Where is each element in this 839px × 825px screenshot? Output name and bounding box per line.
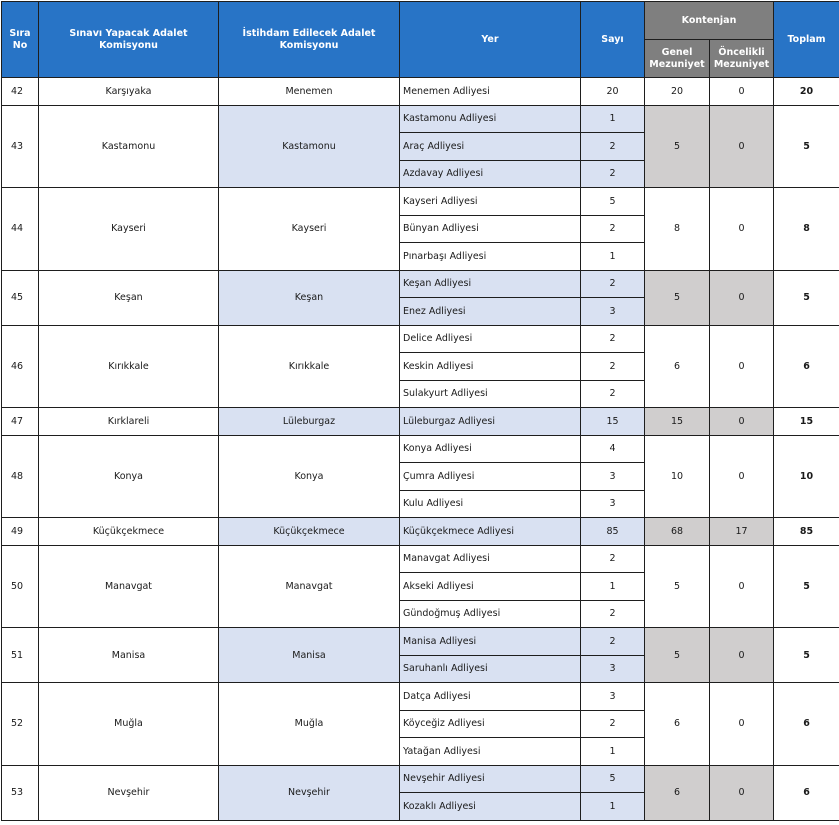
toplam-cell: 10 — [774, 435, 839, 518]
sayi-cell: 3 — [581, 655, 645, 683]
oncelikli-mezuniyet-cell: 0 — [710, 765, 774, 820]
table-row — [2, 545, 839, 573]
table-row — [2, 435, 839, 463]
genel-mezuniyet-cell: 5 — [645, 545, 710, 628]
header-genel-mezuniyet: Genel Mezuniyet — [645, 40, 710, 78]
sayi-cell: 85 — [581, 518, 645, 546]
oncelikli-mezuniyet-cell: 0 — [710, 188, 774, 271]
table-row — [2, 325, 839, 353]
table-row — [2, 188, 839, 216]
sira-no-cell: 42 — [2, 78, 39, 106]
sayi-cell: 5 — [581, 765, 645, 793]
sinavi-yapacak-cell: Kastamonu — [39, 105, 219, 188]
sira-no-cell: 47 — [2, 408, 39, 436]
oncelikli-mezuniyet-cell: 0 — [710, 270, 774, 325]
sayi-cell: 1 — [581, 738, 645, 766]
yer-cell: Manisa Adliyesi — [400, 628, 581, 656]
yer-cell: Nevşehir Adliyesi — [400, 765, 581, 793]
sira-no-cell: 46 — [2, 325, 39, 408]
sinavi-yapacak-cell: Konya — [39, 435, 219, 518]
sayi-cell: 3 — [581, 463, 645, 491]
yer-cell: Sulakyurt Adliyesi — [400, 380, 581, 408]
sayi-cell: 2 — [581, 380, 645, 408]
table-row — [2, 765, 839, 793]
genel-mezuniyet-cell: 5 — [645, 270, 710, 325]
sinavi-yapacak-cell: Nevşehir — [39, 765, 219, 820]
sinavi-yapacak-cell: Muğla — [39, 683, 219, 766]
genel-mezuniyet-cell: 15 — [645, 408, 710, 436]
yer-cell: Kayseri Adliyesi — [400, 188, 581, 216]
sayi-cell: 1 — [581, 105, 645, 133]
yer-cell: Keşan Adliyesi — [400, 270, 581, 298]
sinavi-yapacak-cell: Karşıyaka — [39, 78, 219, 106]
yer-cell: Lüleburgaz Adliyesi — [400, 408, 581, 436]
table-row — [2, 270, 839, 298]
istihdam-cell: Manavgat — [219, 545, 400, 628]
sayi-cell: 3 — [581, 298, 645, 326]
toplam-cell: 5 — [774, 105, 839, 188]
toplam-cell: 15 — [774, 408, 839, 436]
oncelikli-mezuniyet-cell: 0 — [710, 435, 774, 518]
sayi-cell: 2 — [581, 353, 645, 381]
toplam-cell: 6 — [774, 683, 839, 766]
header-sayi: Sayı — [581, 2, 645, 78]
sinavi-yapacak-cell: Manavgat — [39, 545, 219, 628]
yer-cell: Bünyan Adliyesi — [400, 215, 581, 243]
toplam-cell: 6 — [774, 765, 839, 820]
header-oncelikli-mezuniyet: Öncelikli Mezuniyet — [710, 40, 774, 78]
table-row — [2, 78, 839, 106]
sayi-cell: 2 — [581, 133, 645, 161]
yer-cell: Çumra Adliyesi — [400, 463, 581, 491]
yer-cell: Kastamonu Adliyesi — [400, 105, 581, 133]
sira-no-cell: 50 — [2, 545, 39, 628]
sayi-cell: 1 — [581, 243, 645, 271]
yer-cell: Azdavay Adliyesi — [400, 160, 581, 188]
genel-mezuniyet-cell: 68 — [645, 518, 710, 546]
yer-cell: Köyceğiz Adliyesi — [400, 710, 581, 738]
oncelikli-mezuniyet-cell: 0 — [710, 408, 774, 436]
table-row — [2, 408, 839, 436]
yer-cell: Araç Adliyesi — [400, 133, 581, 161]
yer-cell: Kozaklı Adliyesi — [400, 793, 581, 821]
istihdam-cell: Kırıkkale — [219, 325, 400, 408]
yer-cell: Pınarbaşı Adliyesi — [400, 243, 581, 271]
sayi-cell: 1 — [581, 573, 645, 601]
sayi-cell: 3 — [581, 490, 645, 518]
toplam-cell: 8 — [774, 188, 839, 271]
istihdam-cell: Muğla — [219, 683, 400, 766]
toplam-cell: 85 — [774, 518, 839, 546]
yer-cell: Küçükçekmece Adliyesi — [400, 518, 581, 546]
sira-no-cell: 43 — [2, 105, 39, 188]
genel-mezuniyet-cell: 8 — [645, 188, 710, 271]
header-kontenjan: Kontenjan — [645, 2, 774, 40]
sinavi-yapacak-cell: Manisa — [39, 628, 219, 683]
sayi-cell: 2 — [581, 215, 645, 243]
istihdam-cell: Lüleburgaz — [219, 408, 400, 436]
yer-cell: Akseki Adliyesi — [400, 573, 581, 601]
sayi-cell: 2 — [581, 600, 645, 628]
table-row — [2, 518, 839, 546]
istihdam-cell: Kastamonu — [219, 105, 400, 188]
oncelikli-mezuniyet-cell: 0 — [710, 545, 774, 628]
sayi-cell: 2 — [581, 545, 645, 573]
istihdam-cell: Menemen — [219, 78, 400, 106]
oncelikli-mezuniyet-cell: 0 — [710, 628, 774, 683]
sayi-cell: 2 — [581, 628, 645, 656]
sinavi-yapacak-cell: Küçükçekmece — [39, 518, 219, 546]
genel-mezuniyet-cell: 6 — [645, 765, 710, 820]
sira-no-cell: 53 — [2, 765, 39, 820]
yer-cell: Enez Adliyesi — [400, 298, 581, 326]
toplam-cell: 6 — [774, 325, 839, 408]
yer-cell: Keskin Adliyesi — [400, 353, 581, 381]
yer-cell: Datça Adliyesi — [400, 683, 581, 711]
table-row — [2, 683, 839, 711]
oncelikli-mezuniyet-cell: 0 — [710, 683, 774, 766]
header-yer: Yer — [400, 2, 581, 78]
sira-no-cell: 51 — [2, 628, 39, 683]
sinavi-yapacak-cell: Kırıkkale — [39, 325, 219, 408]
oncelikli-mezuniyet-cell: 0 — [710, 325, 774, 408]
istihdam-cell: Kayseri — [219, 188, 400, 271]
header-toplam: Toplam — [774, 2, 839, 78]
sayi-cell: 20 — [581, 78, 645, 106]
sayi-cell: 2 — [581, 710, 645, 738]
yer-cell: Konya Adliyesi — [400, 435, 581, 463]
istihdam-cell: Konya — [219, 435, 400, 518]
genel-mezuniyet-cell: 5 — [645, 628, 710, 683]
sayi-cell: 2 — [581, 325, 645, 353]
yer-cell: Saruhanlı Adliyesi — [400, 655, 581, 683]
istihdam-cell: Manisa — [219, 628, 400, 683]
toplam-cell: 5 — [774, 545, 839, 628]
yer-cell: Gündoğmuş Adliyesi — [400, 600, 581, 628]
sayi-cell: 15 — [581, 408, 645, 436]
yer-cell: Kulu Adliyesi — [400, 490, 581, 518]
oncelikli-mezuniyet-cell: 0 — [710, 78, 774, 106]
table-body — [2, 78, 839, 821]
sinavi-yapacak-cell: Kırklareli — [39, 408, 219, 436]
sayi-cell: 2 — [581, 270, 645, 298]
header-istihdam: İstihdam Edilecek Adalet Komisyonu — [219, 2, 400, 78]
sinavi-yapacak-cell: Kayseri — [39, 188, 219, 271]
genel-mezuniyet-cell: 6 — [645, 683, 710, 766]
sira-no-cell: 44 — [2, 188, 39, 271]
oncelikli-mezuniyet-cell: 17 — [710, 518, 774, 546]
sayi-cell: 5 — [581, 188, 645, 216]
sira-no-cell: 52 — [2, 683, 39, 766]
yer-cell: Manavgat Adliyesi — [400, 545, 581, 573]
kontenjan-table — [1, 1, 839, 821]
sayi-cell: 4 — [581, 435, 645, 463]
sira-no-cell: 48 — [2, 435, 39, 518]
toplam-cell: 5 — [774, 270, 839, 325]
yer-cell: Yatağan Adliyesi — [400, 738, 581, 766]
oncelikli-mezuniyet-cell: 0 — [710, 105, 774, 188]
sayi-cell: 1 — [581, 793, 645, 821]
sira-no-cell: 45 — [2, 270, 39, 325]
header-sinavi-yapacak: Sınavı Yapacak Adalet Komisyonu — [39, 2, 219, 78]
yer-cell: Delice Adliyesi — [400, 325, 581, 353]
genel-mezuniyet-cell: 10 — [645, 435, 710, 518]
header-sira-no: Sıra No — [2, 2, 39, 78]
table-row — [2, 105, 839, 133]
istihdam-cell: Keşan — [219, 270, 400, 325]
sayi-cell: 2 — [581, 160, 645, 188]
sira-no-cell: 49 — [2, 518, 39, 546]
genel-mezuniyet-cell: 6 — [645, 325, 710, 408]
sayi-cell: 3 — [581, 683, 645, 711]
istihdam-cell: Nevşehir — [219, 765, 400, 820]
table-row — [2, 628, 839, 656]
istihdam-cell: Küçükçekmece — [219, 518, 400, 546]
yer-cell: Menemen Adliyesi — [400, 78, 581, 106]
sinavi-yapacak-cell: Keşan — [39, 270, 219, 325]
genel-mezuniyet-cell: 20 — [645, 78, 710, 106]
toplam-cell: 5 — [774, 628, 839, 683]
genel-mezuniyet-cell: 5 — [645, 105, 710, 188]
toplam-cell: 20 — [774, 78, 839, 106]
